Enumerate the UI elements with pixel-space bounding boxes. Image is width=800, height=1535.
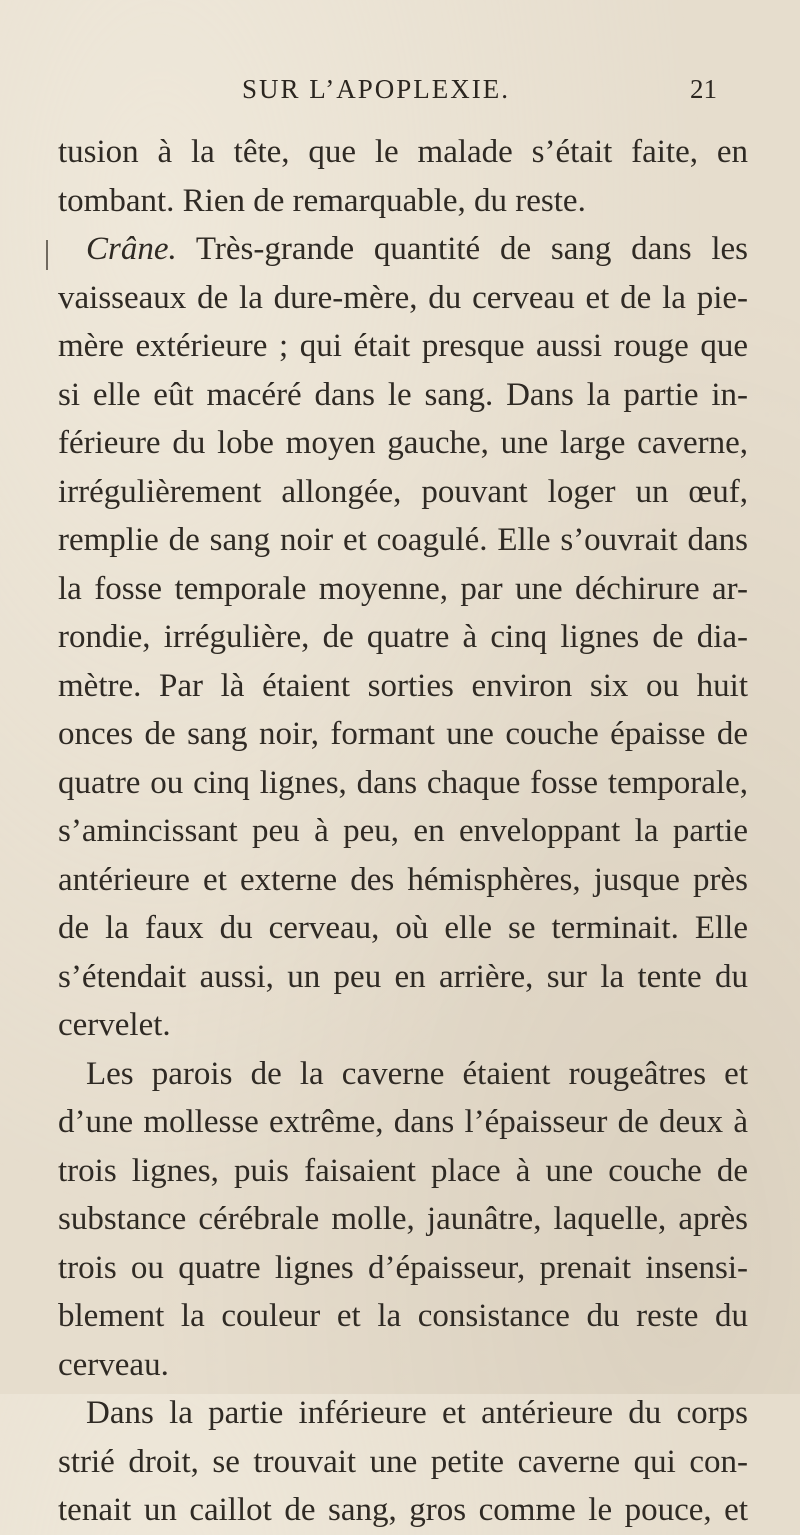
text-line: cerveau. (58, 1346, 169, 1383)
text-line: quatre ou cinq lignes, dans chaque fosse temporale, (58, 764, 748, 801)
text-line: substance cérébrale molle, jaunâtre, laquelle, après (58, 1201, 748, 1237)
text-line: blement la couleur et la consistance du reste du (58, 1298, 748, 1334)
text-line: antérieure et externe des hémisphères, jusque près (58, 861, 748, 898)
text-line: remplie de sang noir et coagulé. Elle s’ouvrait dans (58, 522, 748, 558)
text-line: férieure du lobe moyen gauche, une large caverne, (58, 425, 748, 461)
text-line: strié droit, se trouvait une petite caverne qui con- (58, 1443, 748, 1480)
text-line: irrégulièrement allongée, pouvant loger un œuf, (58, 473, 748, 510)
text-line: vaisseaux de la dure-mère, du cerveau et de la pie- (58, 279, 748, 316)
text-line: s’étendait aussi, un peu en arrière, sur la tente du (58, 958, 748, 995)
text-line: trois lignes, puis faisaient place à une couche de (58, 1152, 748, 1189)
text-line: tusion à la tête, que le malade s’était faite, en (58, 134, 748, 170)
margin-mark (46, 240, 48, 270)
text-line: Les parois de la caverne étaient rougeâtres et (86, 1055, 748, 1092)
running-title: SUR L’APOPLEXIE. (242, 74, 511, 104)
text-line: tombant. Rien de remarquable, du reste. (58, 182, 586, 219)
body-text (58, 128, 748, 1535)
text-line: Dans la partie inférieure et antérieure du corps (86, 1395, 748, 1431)
page-number: 21 (690, 74, 717, 104)
text-line: mère extérieure ; qui était presque aussi rouge que (58, 328, 748, 364)
text-line (58, 225, 748, 274)
text-line: tenait un caillot de sang, gros comme le pouce, et (58, 1492, 748, 1528)
page-header (0, 74, 800, 114)
text-line: de la faux du cerveau, où elle se terminait. Elle (58, 910, 748, 946)
text-line: onces de sang noir, formant une couche épaisse de (58, 716, 748, 752)
text-line: d’une mollesse extrême, dans l’épaisseur de deux à (58, 1104, 748, 1140)
text-line: mètre. Par là étaient sorties environ six ou huit (58, 667, 748, 704)
text-line: trois ou quatre lignes d’épaisseur, prenait insensi- (58, 1249, 748, 1286)
text-line: rondie, irrégulière, de quatre à cinq lignes de dia- (58, 619, 748, 655)
text-line: s’amincissant peu à peu, en enveloppant la partie (58, 813, 748, 849)
section-lead: Crâne. (86, 231, 177, 267)
text-line: la fosse temporale moyenne, par une déchirure ar- (58, 570, 748, 607)
text-line: cervelet. (58, 1007, 171, 1043)
text-fragment: Très-grande quantité de sang dans les (176, 231, 748, 267)
text-line: si elle eût macéré dans le sang. Dans la partie in- (58, 376, 748, 413)
